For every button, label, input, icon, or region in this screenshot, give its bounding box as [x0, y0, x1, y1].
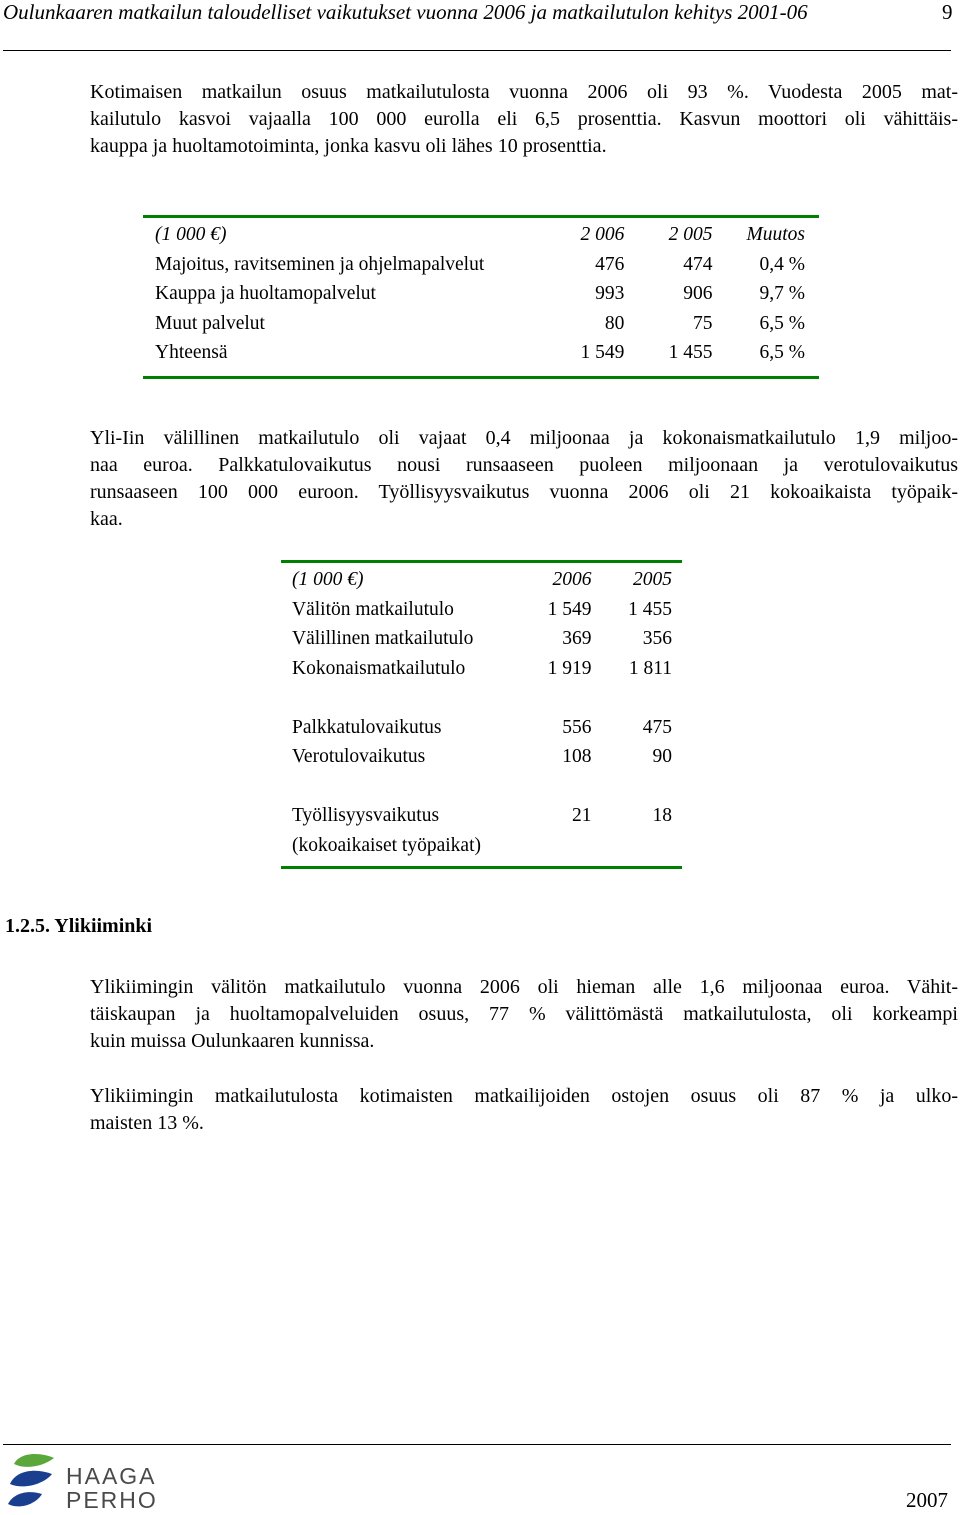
paragraph-ylikiiminki-income: [90, 974, 958, 1055]
row-label: Välillinen matkailutulo: [292, 628, 474, 649]
cell-2005: 906: [683, 283, 713, 304]
cell-2005: 475: [642, 716, 672, 738]
footer-year: 2007: [906, 1488, 948, 1512]
row-label: Muut palvelut: [155, 312, 265, 334]
cell-2005: [592, 683, 682, 713]
table-row: [143, 309, 819, 339]
haaga-perho-logo: [6, 1450, 176, 1512]
paragraph-line: täiskaupan ja huoltamopalveluiden osuus, 77 % välittömästä matkailutulosta, oli korkeampi: [90, 1003, 958, 1025]
paragraph-indirect-income: [90, 425, 958, 533]
logo-mark: [8, 1454, 54, 1506]
column-header-2005: 2 005: [668, 224, 713, 245]
paragraph-line: runsaaseen 100 000 euroon. Työllisyysvaikutus vuonna 2006 oli 21 kokoaikaista työpaik-: [90, 481, 958, 503]
row-label: (kokoaikaiset työpaikat): [292, 834, 481, 856]
cell-2005: [592, 772, 682, 802]
paragraph-line: kuin muissa Oulunkaaren kunnissa.: [90, 1030, 375, 1052]
paragraph-line: naa euroa. Palkkatulovaikutus nousi runsaaseen puoleen miljoonaan ja verotulovaikutus: [90, 454, 958, 476]
page-number: 9: [942, 0, 953, 24]
table-row: [281, 713, 682, 743]
cell-2006: 80: [604, 312, 625, 334]
table-row: [281, 654, 682, 684]
column-header-unit: (1 000 €): [292, 569, 364, 590]
table-spacer-row: [281, 772, 682, 802]
table-header-row: [281, 562, 682, 595]
cell-2006: [518, 772, 591, 802]
tourism-income-by-sector-table: [143, 215, 819, 379]
row-label: Yhteensä: [155, 342, 228, 363]
cell-2005: 18: [652, 805, 672, 826]
paragraph-line: Ylikiimingin välitön matkailutulo vuonna 2006 oli hieman alle 1,6 miljoonaa euroa. Vähit-: [90, 976, 958, 998]
cell-2006: [518, 683, 591, 713]
paragraph-line: Ylikiimingin matkailutulosta kotimaisten matkailijoiden ostojen osuus oli 87 % ja ulko-: [90, 1085, 958, 1107]
row-label: [281, 683, 518, 713]
cell-2005: 1 455: [628, 598, 672, 620]
column-header-unit: (1 000 €): [155, 224, 227, 245]
cell-change: 9,7 %: [759, 283, 805, 304]
running-header-title: Oulunkaaren matkailun taloudelliset vaikutukset vuonna 2006 ja matkailutulon kehitys 2001-06: [3, 0, 808, 24]
column-header-2006: 2006: [552, 569, 592, 590]
paragraph-line: maisten 13 %.: [90, 1112, 204, 1134]
table-row-total: [143, 338, 819, 377]
column-header-change: Muutos: [746, 224, 805, 245]
cell-2005: 90: [652, 746, 672, 767]
column-header-2005: 2005: [633, 569, 672, 590]
paragraph-line: kaa.: [90, 508, 123, 530]
table-row: [143, 250, 819, 280]
table-row: [281, 742, 682, 772]
cell-change: 6,5 %: [759, 312, 805, 334]
table-row: [281, 624, 682, 654]
total-tourism-income-table: [281, 560, 682, 869]
row-label: [281, 772, 518, 802]
cell-2005: [592, 831, 682, 868]
table-row: [281, 595, 682, 625]
cell-2006: 369: [562, 628, 592, 649]
row-label: Työllisyysvaikutus: [292, 805, 440, 826]
cell-2005: 356: [642, 628, 672, 649]
column-header-2006: 2 006: [580, 224, 625, 245]
table-header-row: [143, 217, 819, 250]
cell-2006: 1 549: [580, 342, 625, 363]
row-label: Verotulovaikutus: [292, 746, 426, 767]
row-label: Välitön matkailutulo: [292, 598, 454, 620]
cell-change: 6,5 %: [759, 342, 805, 363]
cell-2006: [518, 831, 591, 868]
cell-2006: 108: [562, 746, 592, 767]
cell-2006: 476: [595, 253, 625, 275]
row-label: Majoitus, ravitseminen ja ohjelmapalvelut: [155, 253, 485, 275]
table-spacer-row: [281, 683, 682, 713]
cell-change: 0,4 %: [759, 253, 805, 275]
row-label: Palkkatulovaikutus: [292, 716, 442, 738]
cell-2006: 21: [572, 805, 592, 826]
paragraph-ylikiiminki-share: [90, 1083, 958, 1137]
logo-text-line1: HAAGA: [66, 1463, 157, 1489]
row-label: Kokonaismatkailutulo: [292, 657, 466, 679]
paragraph-domestic-share: [90, 79, 958, 160]
footer-divider: [3, 1444, 951, 1445]
logo-text-line2: PERHO: [66, 1487, 158, 1512]
table-row: [143, 279, 819, 309]
section-heading: 1.2.5. Ylikiiminki: [5, 915, 153, 937]
cell-2006: 1 549: [547, 598, 592, 620]
cell-2005: 474: [683, 253, 713, 275]
table-row: [281, 831, 682, 868]
cell-2006: 993: [595, 283, 625, 304]
cell-2005: 1 455: [668, 342, 713, 363]
row-label: Kauppa ja huoltamopalvelut: [155, 283, 376, 304]
cell-2006: 1 919: [547, 657, 592, 679]
table-row: [281, 801, 682, 831]
paragraph-line: Kotimaisen matkailun osuus matkailutulosta vuonna 2006 oli 93 %. Vuodesta 2005 mat-: [90, 81, 958, 103]
header-divider: [3, 50, 951, 51]
paragraph-line: Yli-Iin välillinen matkailutulo oli vajaat 0,4 miljoonaa ja kokonaismatkailutulo 1,9 miljoo-: [90, 427, 958, 449]
cell-2005: 75: [692, 312, 713, 334]
cell-2005: 1 811: [628, 657, 672, 679]
paragraph-line: kauppa ja huoltamotoiminta, jonka kasvu oli lähes 10 prosenttia.: [90, 135, 607, 157]
paragraph-line: kailutulo kasvoi vajaalla 100 000 eurolla eli 6,5 prosenttia. Kasvun moottori oli vähittäis-: [90, 108, 958, 130]
cell-2006: 556: [562, 716, 592, 738]
